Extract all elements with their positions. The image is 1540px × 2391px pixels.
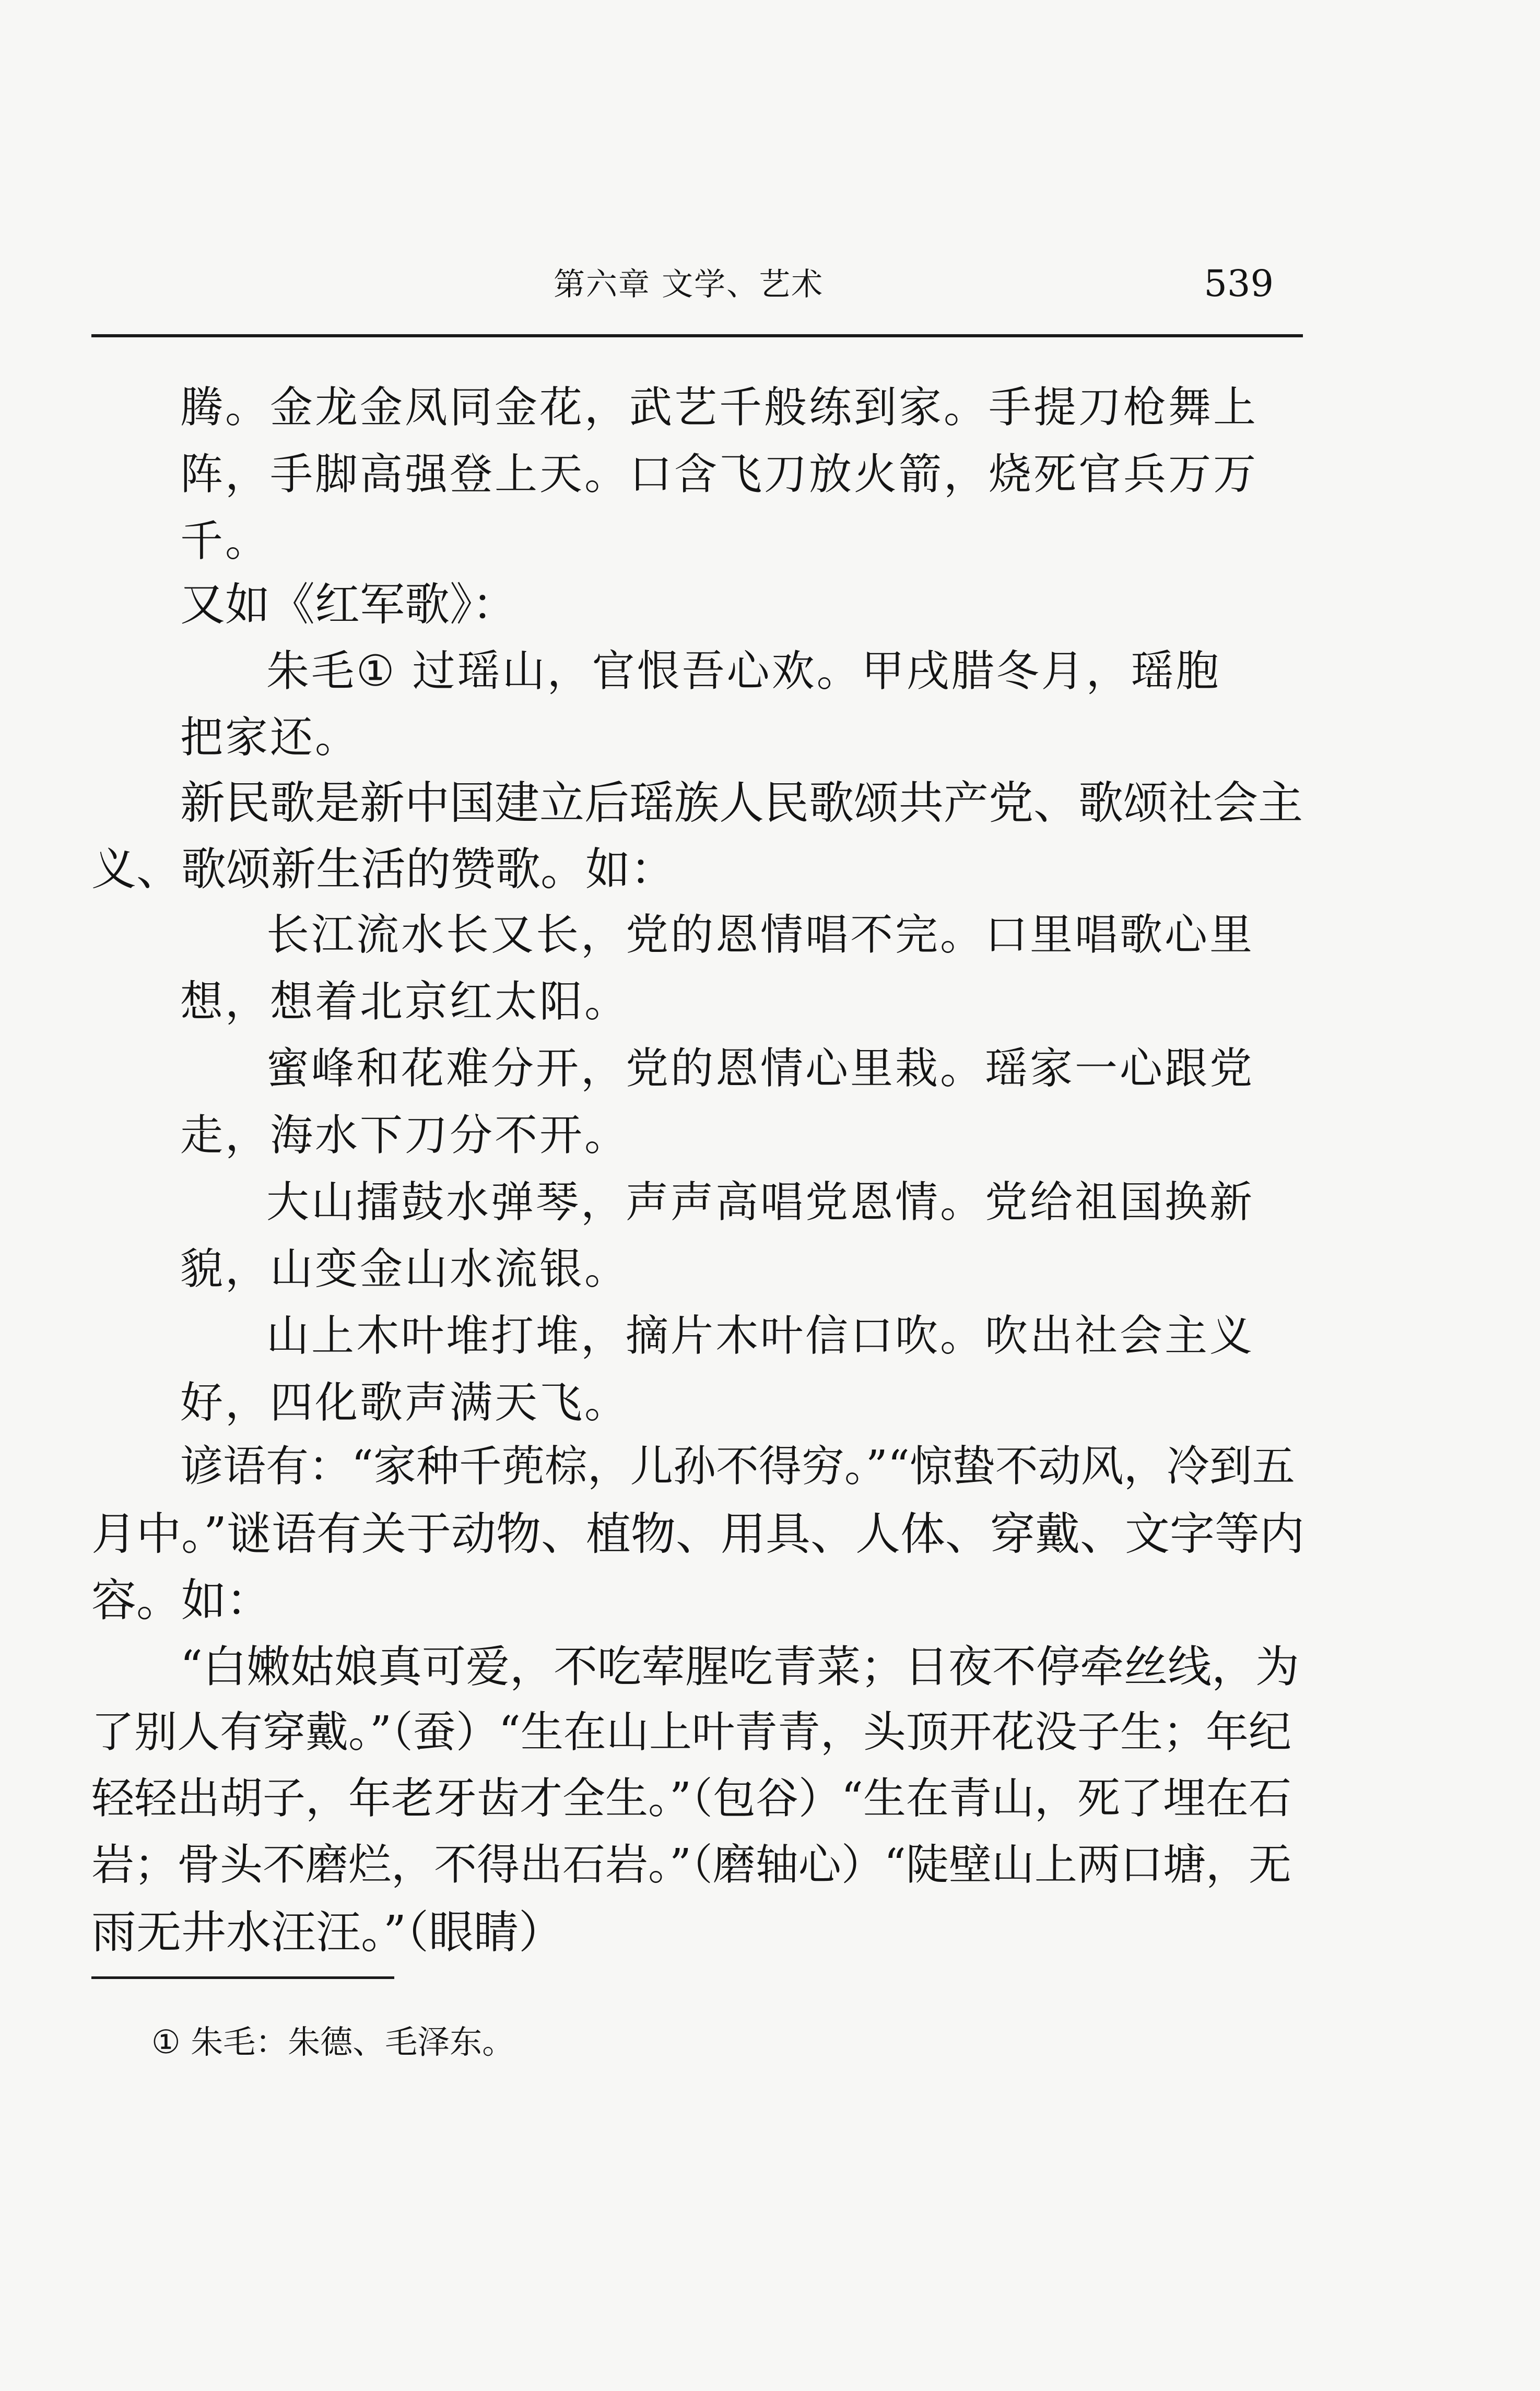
- verse-line: 把家还。: [180, 713, 360, 762]
- page-number: 539: [1204, 262, 1274, 305]
- footnote-rule: [91, 1976, 394, 1979]
- verse-line: 千。: [180, 516, 271, 566]
- paragraph-line: 又如《红军歌》：: [180, 579, 517, 631]
- footnote: ① 朱毛：朱德、毛泽东。: [151, 2023, 515, 2061]
- paragraph-line: 新民歌是新中国建立后瑶族人民歌颂共产党、歌颂社会主: [180, 777, 1303, 829]
- verse-line: 貌，山变金山水流银。: [180, 1244, 630, 1294]
- paragraph-line: 了别人有穿戴。”（蚕）“生在山上叶青青，头顶开花没子生；年纪: [91, 1707, 1291, 1757]
- verse-line: 阵，手脚高强登上天。口含飞刀放火箭，烧死官兵万万: [180, 450, 1259, 499]
- verse-line: 大山擂鼓水弹琴，声声高唱党恩情。党给祖国换新: [266, 1177, 1255, 1227]
- verse-line: 走，海水下刀分不开。: [180, 1111, 630, 1160]
- verse-line: 腾。金龙金凤同金花，武艺千般练到家。手提刀枪舞上: [180, 383, 1259, 432]
- running-head: 第六章 文学、艺术: [554, 266, 824, 303]
- verse-line: 好，四化歌声满天飞。: [180, 1378, 630, 1428]
- paragraph-line: 容。如：: [91, 1574, 271, 1627]
- paragraph-line: 岩；骨头不磨烂，不得出石岩。”（磨轴心）“陡壁山上两口塘，无: [91, 1840, 1291, 1890]
- header-rule: [91, 334, 1303, 337]
- paragraph-line: 月中。”谜语有关于动物、植物、用具、人体、穿戴、文字等内: [91, 1508, 1304, 1560]
- paragraph-line: 雨无井水汪汪。”（眼睛）: [91, 1906, 563, 1959]
- verse-line: 长江流水长又长，党的恩情唱不完。口里唱歌心里: [266, 910, 1255, 960]
- verse-line: 朱毛① 过瑶山，官恨吾心欢。甲戌腊冬月，瑶胞: [266, 646, 1221, 696]
- paragraph-line: “白嫩姑娘真可爱，不吃荤腥吃青菜；日夜不停牵丝线，为: [180, 1641, 1299, 1692]
- verse-line: 山上木叶堆打堆，摘片木叶信口吹。吹出社会主义: [266, 1311, 1255, 1361]
- paragraph-line: 谚语有：“家种千蔸棕，儿孙不得穷。”“惊蛰不动风，冷到五: [180, 1442, 1295, 1491]
- paragraph-line: 轻轻出胡子，年老牙齿才全生。”（包谷）“生在青山，死了埋在石: [91, 1774, 1291, 1823]
- verse-line: 想，想着北京红太阳。: [180, 977, 630, 1027]
- paragraph-line: 义、歌颂新生活的赞歌。如：: [91, 843, 675, 896]
- verse-line: 蜜峰和花难分开，党的恩情心里栽。瑶家一心跟党: [266, 1044, 1255, 1093]
